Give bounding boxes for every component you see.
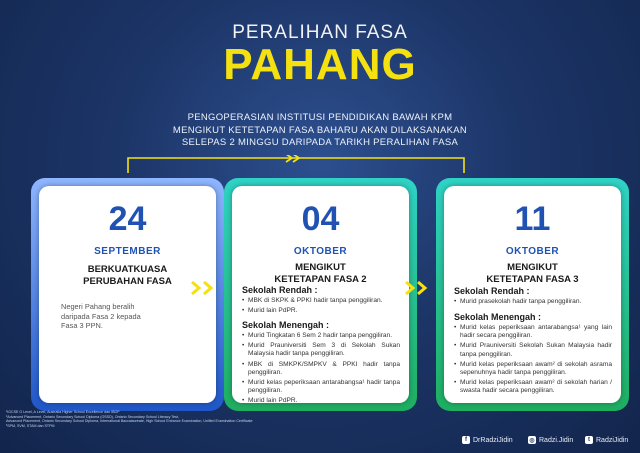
list-item: • Murid kelas peperiksaan antarabangsa¹ hadir tanpa penggiliran. <box>242 379 400 395</box>
heading-title: PAHANG <box>223 40 417 89</box>
card-title-line: BERKUATKUASA <box>87 264 168 275</box>
footnote-line: ¹IGCSE O Level, A Level, Australia Higher School Excellence dan IBDP <box>6 410 120 414</box>
list-item: • Murid Prauniversiti Sem 3 di Sekolah Sukan Malaysia hadir tanpa penggiliran. <box>242 342 400 358</box>
card-month: OKTOBER <box>293 246 348 257</box>
section-heading: Sekolah Menengah : <box>242 320 330 330</box>
double-chevron-icon <box>190 281 218 295</box>
instagram-icon: ◎ <box>529 437 535 444</box>
card-day: 11 <box>514 200 551 238</box>
footnote-line: ³SPM, SVM, STAM dan STPM <box>6 423 55 428</box>
list-item: • Murid lain PdPR. <box>242 397 400 405</box>
social-facebook[interactable] <box>462 436 513 444</box>
heading-subtitle: PERALIHAN FASA <box>232 22 408 43</box>
body-line: Fasa 3 PPN. <box>61 321 103 330</box>
intro-text <box>0 112 640 150</box>
card-month: SEPTEMBER <box>94 246 161 257</box>
card-day: 24 <box>108 200 147 238</box>
card-oktober-04 <box>224 178 417 411</box>
list-item: • Murid Tingkatan 6 Sem 2 hadir tanpa penggiliran. <box>242 332 400 340</box>
body-line: Negeri Pahang beralih <box>61 302 135 311</box>
social-instagram[interactable] <box>528 436 573 444</box>
section-list <box>454 324 612 398</box>
list-item: • Murid lain PdPR. <box>242 307 400 315</box>
card-body <box>444 186 621 403</box>
social-handle: DrRadziJidin <box>473 436 513 444</box>
card-title-line: KETETAPAN FASA 2 <box>274 274 367 285</box>
list-item: • Murid prasekolah hadir tanpa penggiliran. <box>454 298 612 306</box>
section-heading: Sekolah Menengah : <box>454 312 542 322</box>
social-handle: Radzi.Jidin <box>539 436 574 444</box>
list-item: • Murid Prauniversiti Sekolah Sukan Malaysia hadir tanpa penggiliran. <box>454 342 612 358</box>
list-item: • Murid kelas peperiksaan awam² di sekolah asrama sepenuhnya hadir tanpa penggiliran. <box>454 361 612 377</box>
card-oktober-11 <box>436 178 629 411</box>
list-item: • MBK di SMKPK/SMPKV & PPKI hadir tanpa penggiliran. <box>242 361 400 377</box>
twitter-icon: t <box>585 436 593 444</box>
card-month: OKTOBER <box>505 246 560 257</box>
section-list <box>242 297 400 317</box>
social-handle: RadziJidin <box>596 436 629 444</box>
card-title-line: PERUBAHAN FASA <box>83 276 172 287</box>
list-item: • MBK di SKPK & PPKI hadir tanpa penggiliran. <box>242 297 400 305</box>
card-day: 04 <box>301 200 340 238</box>
intro-line: PENGOPERASIAN INSTITUSI PENDIDIKAN BAWAH KPM <box>187 112 453 123</box>
list-item: • Murid kelas peperiksaan awam² di sekolah harian / swasta hadir secara penggiliran. <box>454 379 612 395</box>
card-body <box>232 186 409 403</box>
double-chevron-icon <box>404 281 432 295</box>
list-item: • Murid kelas peperiksaan antarabangsa¹ yang lain hadir secara penggiliran. <box>454 324 612 340</box>
timeline-bracket <box>126 155 466 175</box>
card-title <box>232 262 409 286</box>
footnote-line: ²Advanced Placement, Ontario Secondary School Diploma (OSSD), Ontario Secondary School Literacy Test, <box>6 414 179 419</box>
facebook-icon: f <box>462 436 470 444</box>
card-title <box>444 262 621 286</box>
card-title-line: MENGIKUT <box>507 262 558 273</box>
section-heading: Sekolah Rendah : <box>454 286 530 296</box>
section-heading: Sekolah Rendah : <box>242 285 318 295</box>
body-line: daripada Fasa 2 kepada <box>61 311 141 321</box>
card-body-text <box>61 302 196 331</box>
footnote-line: Advanced Placement, Ontario Secondary School Diploma, International Baccalaureate, High School Entrance Examination, Unified Examination Certificate <box>6 419 253 424</box>
card-title-line: KETETAPAN FASA 3 <box>486 274 579 285</box>
section-list <box>242 332 400 408</box>
intro-line: SELEPAS 2 MINGGU DARIPADA TARIKH PERALIHAN FASA <box>181 137 459 148</box>
card-title-line: MENGIKUT <box>295 262 346 273</box>
social-twitter[interactable] <box>585 436 628 444</box>
footnotes <box>6 410 261 428</box>
section-list <box>454 298 612 308</box>
intro-line: MENGIKUT KETETAPAN FASA BAHARU AKAN DILAKSANAKAN <box>172 124 468 136</box>
